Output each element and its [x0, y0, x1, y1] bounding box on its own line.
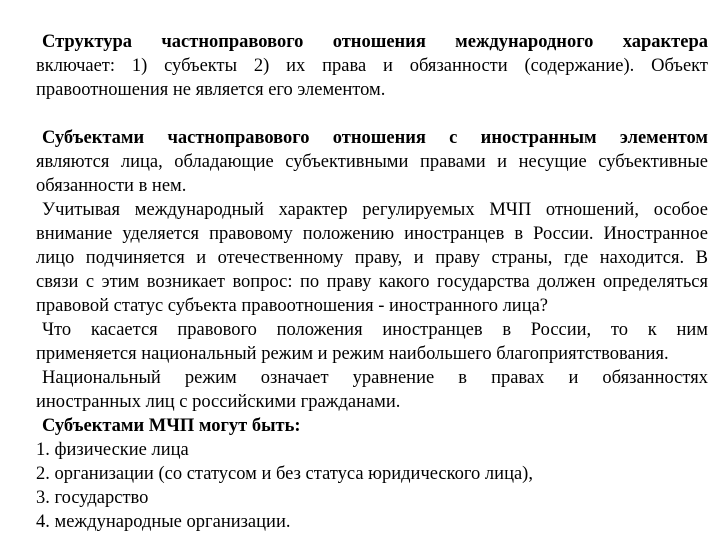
paragraph-subjects-line: являются лица, обладающие субъективными правами и несущие субъективные	[36, 152, 708, 172]
paragraph-subjects-heading-line: Субъектами частноправового отношения с иностранным элементом	[42, 128, 708, 148]
paragraph-foreigners-line: связи с этим возникает вопрос: по праву какого государства должен определяться	[36, 272, 708, 292]
paragraph-national-regime-line: Национальный режим означает уравнение в правах и обязанностях	[42, 368, 708, 388]
paragraph-foreigners-line: лицо подчиняется и отечественному праву, и праву страны, где находится. В	[36, 248, 708, 268]
list-item: 3. государство	[36, 488, 149, 508]
list-heading: Субъектами МЧП могут быть:	[42, 416, 301, 436]
list-item: 1. физические лица	[36, 440, 189, 460]
list-item: 2. организации (со статусом и без статуса юридического лица),	[36, 464, 533, 484]
paragraph-structure-heading-line: Структура частноправового отношения международного характера	[42, 32, 708, 52]
paragraph-foreigners-line: правовой статус субъекта правоотношения - иностранного лица?	[36, 296, 549, 316]
paragraph-subjects-line: обязанности в нем.	[36, 176, 187, 196]
paragraph-foreigners-line: внимание уделяется правовому положению иностранцев в России. Иностранное	[36, 224, 708, 244]
list-item: 4. международные организации.	[36, 512, 291, 532]
paragraph-structure-line: включает: 1) субъекты 2) их права и обязанности (содержание). Объект	[36, 56, 708, 76]
paragraph-national-regime-line: иностранных лиц с российскими гражданами.	[36, 392, 401, 412]
paragraph-regime-line: применяется национальный режим и режим наибольшего благоприятствования.	[36, 344, 669, 364]
paragraph-regime-line: Что касается правового положения иностранцев в России, то к ним	[42, 320, 708, 340]
paragraph-structure-line: правоотношения не является его элементом.	[36, 80, 386, 100]
paragraph-foreigners-line: Учитывая международный характер регулируемых МЧП отношений, особое	[42, 200, 708, 220]
